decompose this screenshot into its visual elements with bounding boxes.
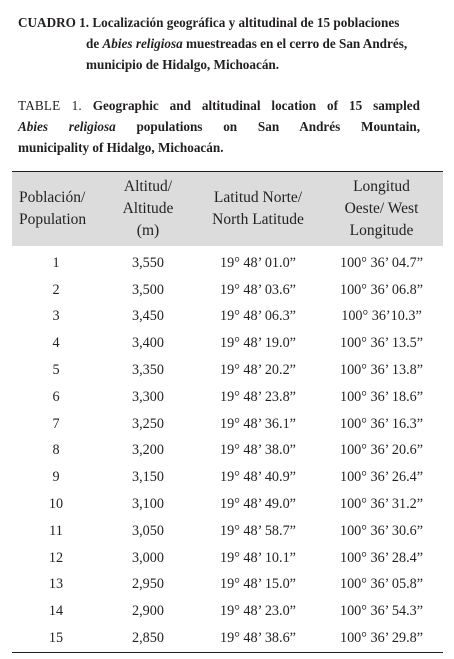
- cell-latitude: 19° 48’ 06.3”: [220, 308, 296, 325]
- cell-longitude: 100° 36’ 28.4”: [339, 549, 424, 566]
- cell-longitude: 100° 36’ 26.4”: [339, 469, 424, 486]
- cell-latitude: 19° 48’ 19.0”: [220, 335, 296, 352]
- caption-english-line2: [18, 116, 420, 137]
- caption-spanish-label: CUADRO 1.: [18, 15, 90, 30]
- cell-longitude: 100° 36’ 06.8”: [339, 281, 424, 298]
- cell-altitude: 3,300: [132, 388, 164, 405]
- caption-spanish-line2-post: muestreadas en el cerro de San Andrés,: [182, 36, 408, 51]
- cell-latitude: 19° 48’ 38.6”: [196, 625, 320, 652]
- table-row: [12, 491, 443, 518]
- cell-longitude: 100° 36’ 54.3”: [339, 603, 424, 620]
- cell-latitude: 19° 48’ 40.9”: [220, 469, 296, 486]
- cell-longitude: 100° 36’ 13.5”: [339, 335, 424, 352]
- cell-longitude: 100° 36’ 16.3”: [339, 415, 424, 432]
- cell-longitude: 100° 36’ 13.8”: [339, 362, 424, 379]
- caption-spanish-line2: [18, 33, 420, 54]
- caption-english-line1: [18, 95, 420, 116]
- header-altitude-en: Altitude: [122, 200, 174, 217]
- table-row: [12, 625, 443, 652]
- cell-altitude: 3,450: [132, 308, 164, 325]
- cell-population: 14: [48, 603, 64, 620]
- table-row: [12, 545, 443, 572]
- cell-altitude: 3,400: [132, 335, 164, 352]
- cell-altitude: 3,150: [132, 469, 164, 486]
- cell-altitude: 3,350: [132, 362, 164, 379]
- cell-altitude: 3,250: [132, 415, 164, 432]
- cell-longitude: 100° 36’ 18.6”: [339, 388, 424, 405]
- header-longitude-line1: Longitud: [353, 178, 410, 195]
- cell-latitude: 19° 48’ 23.8”: [220, 388, 296, 405]
- caption-spanish-line3: municipio de Hidalgo, Michoacán.: [86, 57, 280, 72]
- cell-altitude: 2,950: [132, 576, 164, 593]
- cell-latitude: 19° 48’ 49.0”: [220, 496, 296, 513]
- cell-population: 9: [52, 469, 60, 486]
- cell-latitude: 19° 48’ 15.0”: [220, 576, 296, 593]
- header-population-es: Población/: [19, 189, 86, 206]
- cell-population: 15: [12, 625, 100, 652]
- cell-longitude: 100° 36’ 20.6”: [339, 442, 424, 459]
- cell-population: 7: [52, 415, 60, 432]
- caption-spanish-line2-pre: de: [86, 36, 103, 51]
- table-body: [12, 246, 443, 652]
- cell-latitude: 19° 48’ 58.7”: [220, 522, 296, 539]
- header-longitude-line2: Oeste/ West: [344, 200, 419, 217]
- table-row: [12, 384, 443, 411]
- table-row: [12, 411, 443, 438]
- cell-altitude: 3,050: [132, 522, 164, 539]
- cell-altitude: 3,200: [132, 442, 164, 459]
- caption-english-label: TABLE 1.: [18, 98, 82, 113]
- header-longitude: [320, 172, 443, 247]
- table-row: [12, 572, 443, 599]
- header-row: [12, 172, 443, 247]
- cell-latitude: 19° 48’ 36.1”: [220, 415, 296, 432]
- table-row: [12, 277, 443, 304]
- table-row: [12, 246, 443, 277]
- cell-population: 1: [52, 254, 60, 271]
- cell-population: 8: [52, 442, 60, 459]
- cell-altitude: 3,100: [132, 496, 164, 513]
- cell-longitude: 100° 36’ 04.7”: [339, 254, 424, 271]
- cell-longitude: 100° 36’ 05.8”: [339, 576, 424, 593]
- cell-latitude: 19° 48’ 38.0”: [220, 442, 296, 459]
- caption-english-line1-text: Geographic and altitudinal location of 15 sampled: [92, 98, 420, 113]
- caption-english: [18, 95, 420, 158]
- cell-population: 10: [48, 496, 64, 513]
- cell-population: 12: [48, 549, 64, 566]
- populations-table: [12, 171, 443, 653]
- cell-population: 4: [52, 335, 60, 352]
- table-row: [12, 518, 443, 545]
- header-latitude-es: Latitud Norte/: [213, 189, 303, 206]
- cell-longitude: 100° 36’ 30.6”: [339, 522, 424, 539]
- cell-altitude: 3,500: [132, 281, 164, 298]
- cell-latitude: 19° 48’ 03.6”: [220, 281, 296, 298]
- cell-latitude: 19° 48’ 01.0”: [220, 254, 296, 271]
- cell-longitude: 100° 36’ 31.2”: [339, 496, 424, 513]
- cell-population: 5: [52, 362, 60, 379]
- header-population-en: Population: [19, 211, 87, 228]
- cell-longitude: 100° 36’10.3”: [341, 308, 422, 325]
- caption-spanish-line1: Localización geográfica y altitudinal de 15 poblaciones: [92, 15, 400, 30]
- table-row: [12, 598, 443, 625]
- table-row: [12, 357, 443, 384]
- cell-altitude: 2,900: [132, 603, 164, 620]
- header-population: [12, 172, 100, 247]
- cell-latitude: 19° 48’ 20.2”: [220, 362, 296, 379]
- header-altitude-es: Altitud/: [123, 178, 173, 195]
- cell-population: 13: [48, 576, 64, 593]
- header-latitude-en: North Latitude: [212, 211, 304, 228]
- header-altitude: [100, 172, 196, 247]
- cell-altitude: 2,850: [100, 625, 196, 652]
- cell-population: 3: [52, 308, 60, 325]
- table-row: [12, 304, 443, 331]
- cell-population: 6: [52, 388, 60, 405]
- caption-english-line3: municipality of Hidalgo, Michoacán.: [18, 140, 224, 155]
- caption-spanish-species: Abies religiosa: [102, 36, 183, 51]
- cell-latitude: 19° 48’ 23.0”: [220, 603, 296, 620]
- table-row: [12, 438, 443, 465]
- table-header: [12, 172, 443, 247]
- cell-population: 11: [49, 522, 63, 539]
- header-longitude-line3: Longitude: [349, 222, 414, 239]
- header-latitude: [196, 172, 320, 247]
- table-row: [12, 330, 443, 357]
- cell-altitude: 3,000: [132, 549, 164, 566]
- caption-english-line2-post: populations on San Andrés Mountain,: [115, 119, 420, 134]
- cell-altitude: 3,550: [132, 254, 164, 271]
- header-altitude-unit: (m): [136, 222, 160, 239]
- caption-english-species: Abies religiosa: [18, 119, 116, 134]
- caption-spanish: [18, 12, 420, 75]
- cell-longitude: 100° 36’ 29.8”: [320, 625, 443, 652]
- cell-population: 2: [52, 281, 60, 298]
- cell-latitude: 19° 48’ 10.1”: [220, 549, 296, 566]
- table-row: [12, 464, 443, 491]
